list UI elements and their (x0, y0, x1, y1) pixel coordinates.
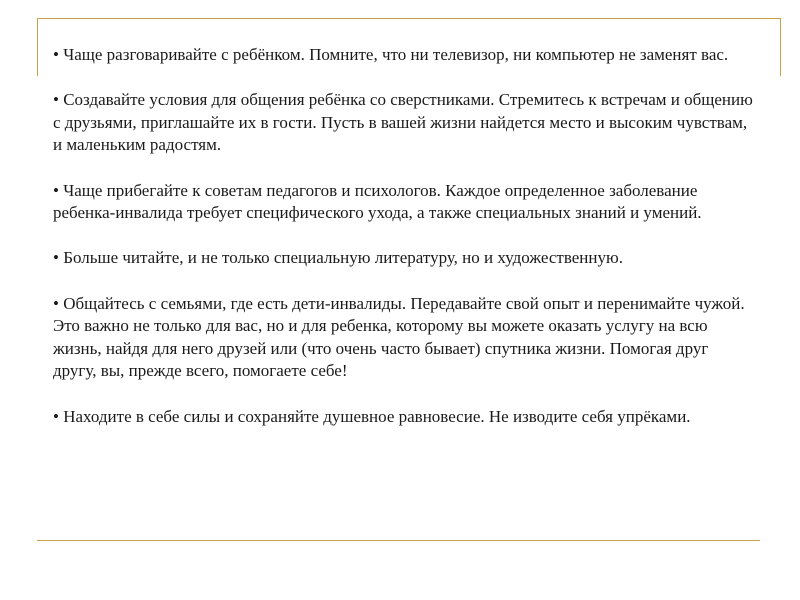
advice-paragraph-reading: • Больше читайте, и не только специальную литературу, но и художественную. (53, 248, 623, 268)
frame-left-line (37, 18, 38, 76)
advice-paragraph-talk: • Чаще разговаривайте с ребёнком. Помните, что ни телевизор, ни компьютер не заменят вас. (53, 45, 729, 64)
advice-paragraph-specialists: • Чаще прибегайте к советам педагогов и психологов. Каждое определенное заболевание ребенка-инвалида требует специфического ухода, а также специальных знаний и умений. (53, 180, 702, 223)
frame-right-line (780, 18, 781, 76)
advice-paragraph-balance: • Находите в себе силы и сохраняйте душевное равновесие. Не изводите себя упрёками. (53, 406, 691, 426)
frame-bottom-line (37, 540, 760, 541)
frame-top-line (37, 18, 781, 19)
advice-paragraph-families: • Общайтесь с семьями, где есть дети-инвалиды. Передавайте свой опыт и перенимайте чужой. Это важно не только для вас, но и для ребенка, которому вы можете оказать услугу на всю жизнь, найдя для него друзей или (что очень часто бывает) спутника жизни. Помогая друг другу, вы, прежде всего, помогаете себе! (53, 293, 745, 381)
slide-body-text (53, 44, 753, 428)
advice-paragraph-peers: • Создавайте условия для общения ребёнка со сверстниками. Стремитесь к встречам и общению с друзьями, приглашайте их в гости. Пусть в вашей жизни найдется место и высоким чувствам, и маленьким радостям. (53, 90, 753, 155)
